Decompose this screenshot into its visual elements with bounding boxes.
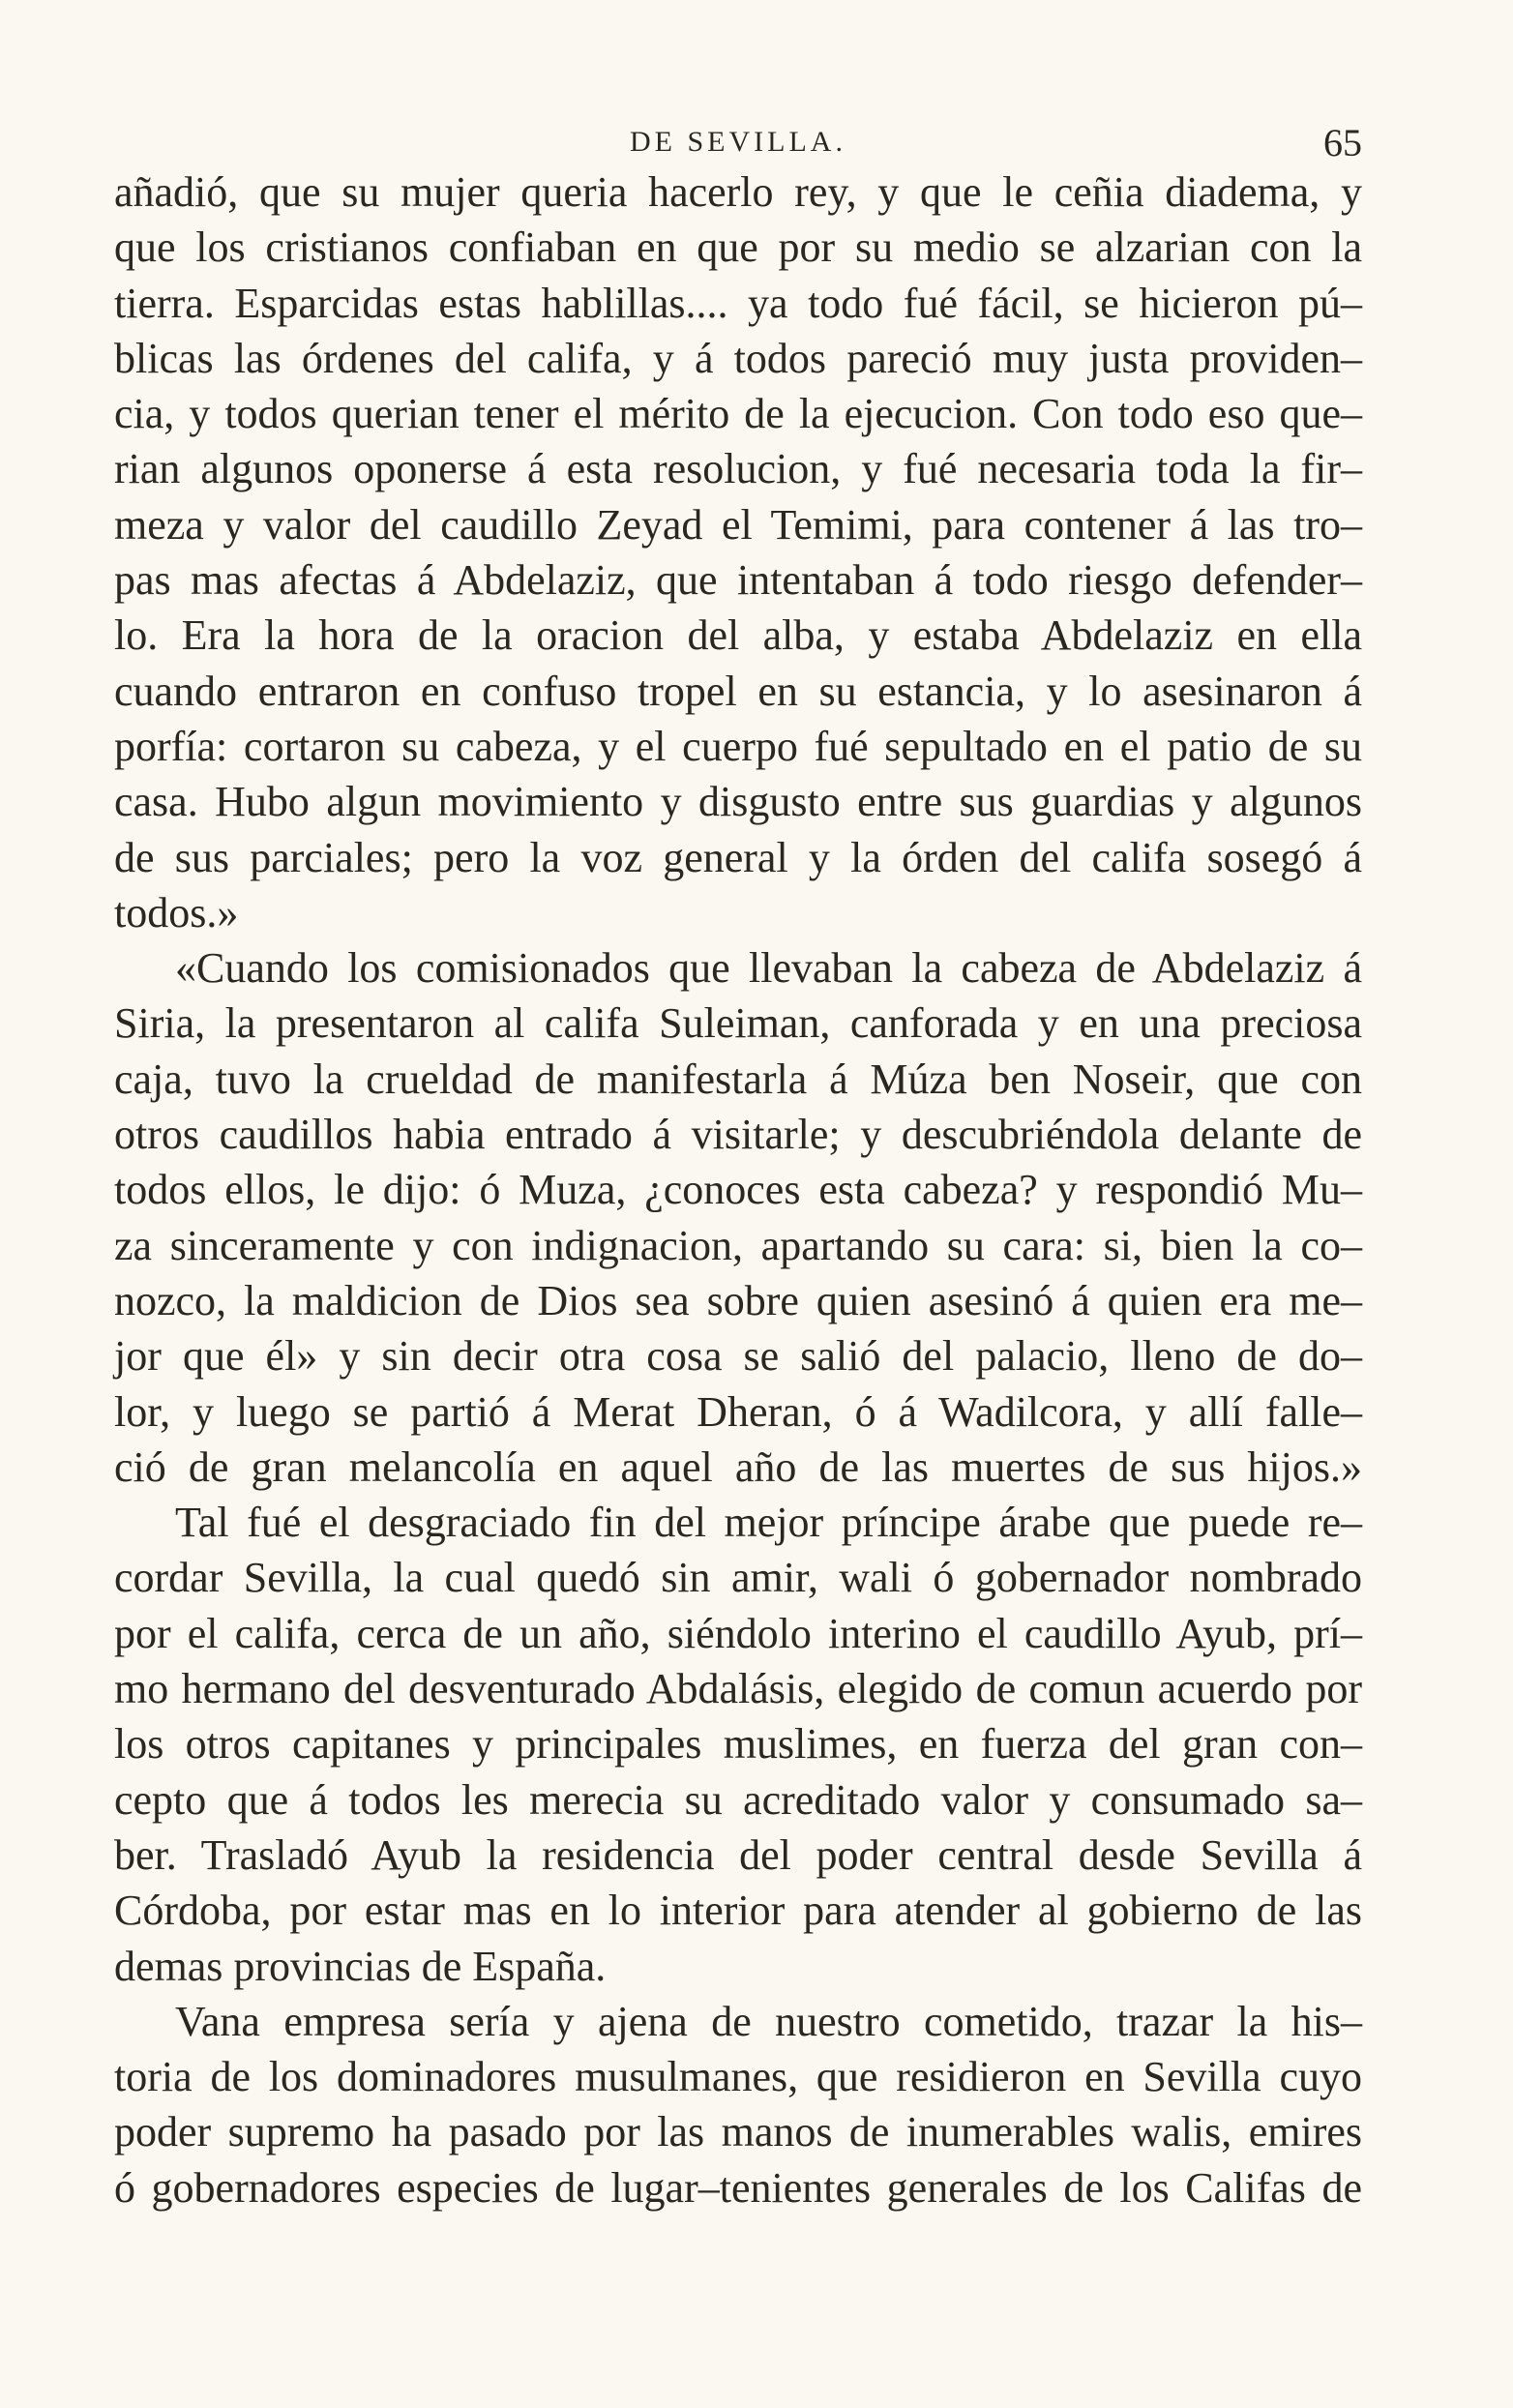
text-line: mo hermano del desventurado Abdalásis, elegido de comun acuerdo por [114,1665,1362,1713]
page-number: 65 [1323,121,1362,164]
text-line: todos ellos, le dijo: ó Muza, ¿conoces esta cabeza? y respondió Mu– [114,1166,1362,1214]
text-line: todos.» [114,888,239,936]
text-line: casa. Hubo algun movimiento y disgusto entre sus guardias y algunos [114,778,1362,826]
text-line: jor que él» y sin decir otra cosa se salió del palacio, lleno de do– [114,1332,1362,1381]
text-line: los otros capitanes y principales muslimes, en fuerza del gran con– [114,1720,1362,1769]
running-head [114,120,1362,168]
text-line: porfía: cortaron su cabeza, y el cuerpo fué sepultado en el patio de su [114,722,1362,770]
text-line: lo. Era la hora de la oracion del alba, y estaba Abdelaziz en ella [114,611,1362,660]
text-line: Córdoba, por estar mas en lo interior para atender al gobierno de las [114,1887,1362,1935]
text-line: ó gobernadores especies de lugar–tenientes generales de los Califas de [114,2163,1362,2212]
text-line: Siria, la presentaron al califa Suleiman, canforada y en una preciosa [114,999,1362,1048]
text-line: Tal fué el desgraciado fin del mejor príncipe árabe que puede re– [175,1499,1362,1547]
body-text [114,164,1362,2215]
text-line: «Cuando los comisionados que llevaban la cabeza de Abdelaziz á [175,944,1362,993]
text-line: lor, y luego se partió á Merat Dheran, ó á Wadilcora, y allí falle– [114,1387,1362,1436]
text-line: poder supremo ha pasado por las manos de inumerables walis, emires [114,2108,1362,2156]
text-line: cia, y todos querian tener el mérito de la ejecucion. Con todo eso que– [114,390,1362,438]
text-line: rian algunos oponerse á esta resolucion, y fué necesaria toda la fir– [114,445,1362,493]
text-line: por el califa, cerca de un año, siéndolo interino el caudillo Ayub, prí– [114,1609,1362,1657]
text-line: que los cristianos confiaban en que por su medio se alzarian con la [114,223,1362,272]
text-line: ció de gran melancolía en aquel año de las muertes de sus hijos.» [114,1442,1362,1491]
text-line: demas provincias de España. [114,1942,607,1990]
text-line: Vana empresa sería y ajena de nuestro cometido, trazar la his– [175,1997,1362,2045]
text-line: ber. Trasladó Ayub la residencia del poder central desde Sevilla á [114,1830,1362,1879]
text-line: cepto que á todos les merecia su acreditado valor y consumado sa– [114,1775,1362,1824]
text-line: añadió, que su mujer queria hacerlo rey, y que le ceñia diadema, y [114,168,1362,216]
text-line: cordar Sevilla, la cual quedó sin amir, wali ó gobernador nombrado [114,1554,1362,1602]
text-line: otros caudillos habia entrado á visitarle; y descubriéndola delante de [114,1111,1362,1159]
running-title: DE SEVILLA. [630,126,846,158]
text-line: toria de los dominadores musulmanes, que residieron en Sevilla cuyo [114,2053,1362,2101]
text-line: tierra. Esparcidas estas hablillas.... ya todo fué fácil, se hicieron pú– [114,279,1362,327]
text-line: pas mas afectas á Abdelaziz, que intentaban á todo riesgo defender– [114,556,1362,605]
text-line: meza y valor del caudillo Zeyad el Temimi, para contener á las tro– [114,500,1362,549]
text-line: za sinceramente y con indignacion, apartando su cara: si, bien la co– [114,1221,1362,1269]
text-line: caja, tuvo la crueldad de manifestarla á Múza ben Noseir, que con [114,1055,1362,1103]
text-line: de sus parciales; pero la voz general y la órden del califa sosegó á [114,833,1362,881]
text-line: cuando entraron en confuso tropel en su estancia, y lo asesinaron á [114,667,1362,715]
text-line: nozco, la maldicion de Dios sea sobre quien asesinó á quien era me– [114,1276,1362,1324]
text-line: blicas las órdenes del califa, y á todos pareció muy justa providen– [114,334,1362,382]
